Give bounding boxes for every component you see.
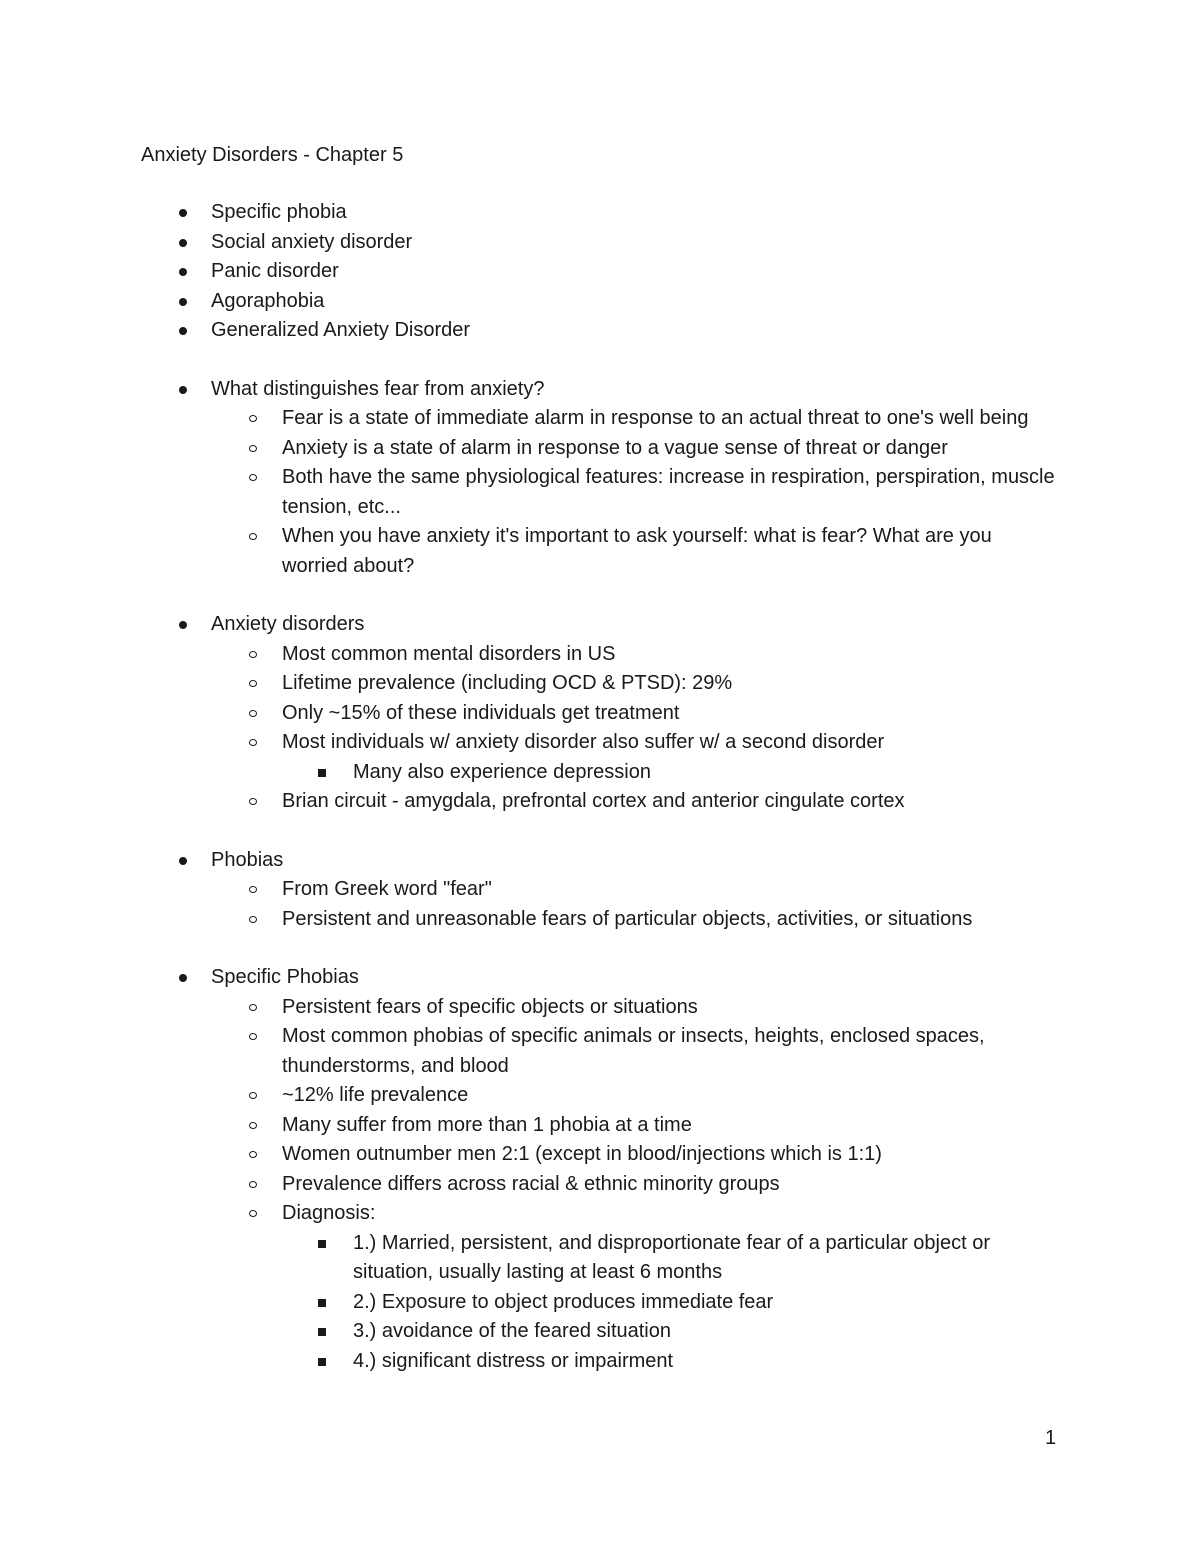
square-bullet-icon bbox=[318, 1299, 326, 1307]
list-item-text: Persistent fears of specific objects or situations bbox=[282, 995, 698, 1018]
list-item-text: Social anxiety disorder bbox=[211, 230, 413, 253]
list-item-level-1 bbox=[0, 963, 1061, 993]
list-item-level-2 bbox=[0, 463, 1062, 522]
list-item-text: Lifetime prevalence (including OCD & PTSD): 29% bbox=[282, 672, 733, 694]
list-item-text: Anxiety disorders bbox=[211, 613, 365, 635]
document-title: Anxiety Disorders - Chapter 5 bbox=[141, 144, 404, 166]
list-item-text: Agoraphobia bbox=[211, 289, 325, 312]
list-item-level-2 bbox=[0, 1140, 1062, 1170]
square-bullet-icon bbox=[318, 1358, 326, 1366]
list-item-level-1 bbox=[0, 316, 1061, 346]
list-item-level-1 bbox=[0, 610, 1061, 640]
list-item-level-3 bbox=[0, 1229, 1063, 1288]
hollow-bullet-icon bbox=[249, 651, 257, 658]
filled-bullet-icon bbox=[179, 621, 187, 629]
list-item-level-1 bbox=[0, 257, 1061, 287]
list-item-level-2 bbox=[0, 993, 1062, 1023]
filled-bullet-icon bbox=[179, 209, 187, 217]
filled-bullet-icon bbox=[179, 386, 187, 394]
list-item-level-2 bbox=[0, 1081, 1062, 1111]
list-item-level-1 bbox=[0, 287, 1061, 317]
list-item-text: Specific phobia bbox=[211, 201, 347, 223]
list-item-text: Specific Phobias bbox=[211, 966, 359, 988]
list-item-level-3 bbox=[0, 1288, 1063, 1318]
list-item-level-2 bbox=[0, 404, 1062, 434]
list-item-text: Only ~15% of these individuals get treatment bbox=[282, 701, 680, 724]
list-item-level-2 bbox=[0, 699, 1062, 729]
filled-bullet-icon bbox=[179, 268, 187, 276]
list-item-level-2 bbox=[0, 905, 1062, 935]
list-item-text: Most common phobias of specific animals or insects, heights, enclosed spaces, thunderstorms, and blood bbox=[282, 1025, 985, 1077]
list-item-text: Diagnosis: bbox=[282, 1202, 376, 1224]
hollow-bullet-icon bbox=[249, 474, 257, 481]
list-item-text: 4.) significant distress or impairment bbox=[353, 1349, 674, 1372]
list-item-text: From Greek word "fear" bbox=[282, 878, 492, 900]
list-item-text: Most individuals w/ anxiety disorder also suffer w/ a second disorder bbox=[282, 731, 885, 753]
list-item-level-2 bbox=[0, 522, 1062, 581]
page-number: 1 bbox=[1045, 1427, 1057, 1449]
list-item-level-3 bbox=[0, 1347, 1063, 1377]
list-item-text: Anxiety is a state of alarm in response to a vague sense of threat or danger bbox=[282, 436, 948, 459]
list-item-text: Many suffer from more than 1 phobia at a time bbox=[282, 1113, 692, 1136]
hollow-bullet-icon bbox=[249, 1092, 257, 1099]
filled-bullet-icon bbox=[179, 298, 187, 306]
list-item-text: ~12% life prevalence bbox=[282, 1084, 469, 1106]
list-item-level-2 bbox=[0, 669, 1062, 699]
hollow-bullet-icon bbox=[249, 1181, 257, 1188]
hollow-bullet-icon bbox=[249, 710, 257, 717]
section-spacer bbox=[0, 581, 1200, 610]
list-item-level-2 bbox=[0, 640, 1062, 670]
hollow-bullet-icon bbox=[249, 445, 257, 452]
hollow-bullet-icon bbox=[249, 1033, 257, 1040]
hollow-bullet-icon bbox=[249, 1122, 257, 1129]
list-item-level-2 bbox=[0, 875, 1062, 905]
filled-bullet-icon bbox=[179, 857, 187, 865]
section-spacer bbox=[0, 346, 1200, 375]
section-spacer bbox=[0, 934, 1200, 963]
list-item-text: Brian circuit - amygdala, prefrontal cortex and anterior cingulate cortex bbox=[282, 790, 905, 812]
section-spacer bbox=[0, 817, 1200, 846]
list-item-level-2 bbox=[0, 1199, 1062, 1229]
list-item-text: When you have anxiety it's important to ask yourself: what is fear? What are you worried about? bbox=[282, 525, 992, 577]
square-bullet-icon bbox=[318, 769, 326, 777]
list-item-level-2 bbox=[0, 787, 1062, 817]
list-item-text: Phobias bbox=[211, 848, 284, 871]
list-item-level-3 bbox=[0, 1317, 1063, 1347]
list-item-level-2 bbox=[0, 1022, 1062, 1081]
hollow-bullet-icon bbox=[249, 1004, 257, 1011]
list-item-level-1 bbox=[0, 375, 1061, 405]
list-item-level-3 bbox=[0, 758, 1063, 788]
list-item-level-2 bbox=[0, 728, 1062, 758]
list-item-level-1 bbox=[0, 228, 1061, 258]
list-item-text: Both have the same physiological features: increase in respiration, perspiration, muscle tension, etc... bbox=[282, 466, 1055, 518]
list-item-level-2 bbox=[0, 1170, 1062, 1200]
filled-bullet-icon bbox=[179, 974, 187, 982]
square-bullet-icon bbox=[318, 1240, 326, 1248]
hollow-bullet-icon bbox=[249, 739, 257, 746]
list-item-text: Fear is a state of immediate alarm in response to an actual threat to one's well being bbox=[282, 407, 1029, 429]
list-item-text: Generalized Anxiety Disorder bbox=[211, 319, 471, 341]
filled-bullet-icon bbox=[179, 327, 187, 335]
filled-bullet-icon bbox=[179, 239, 187, 247]
hollow-bullet-icon bbox=[249, 1151, 257, 1158]
list-item-text: What distinguishes fear from anxiety? bbox=[211, 377, 545, 400]
list-item-text: 2.) Exposure to object produces immediate fear bbox=[353, 1290, 774, 1313]
list-item-text: Most common mental disorders in US bbox=[282, 642, 616, 665]
hollow-bullet-icon bbox=[249, 916, 257, 923]
list-item-text: Many also experience depression bbox=[353, 760, 651, 783]
hollow-bullet-icon bbox=[249, 415, 257, 422]
hollow-bullet-icon bbox=[249, 1210, 257, 1217]
list-item-level-1 bbox=[0, 198, 1061, 228]
hollow-bullet-icon bbox=[249, 798, 257, 805]
list-item-level-1 bbox=[0, 846, 1061, 876]
list-item-text: Women outnumber men 2:1 (except in blood/injections which is 1:1) bbox=[282, 1143, 882, 1165]
list-item-text: Persistent and unreasonable fears of particular objects, activities, or situations bbox=[282, 907, 973, 930]
list-item-level-2 bbox=[0, 434, 1062, 464]
list-item-text: Panic disorder bbox=[211, 260, 339, 282]
square-bullet-icon bbox=[318, 1328, 326, 1336]
list-item-text: 3.) avoidance of the feared situation bbox=[353, 1320, 671, 1342]
hollow-bullet-icon bbox=[249, 886, 257, 893]
hollow-bullet-icon bbox=[249, 533, 257, 540]
notes-outline bbox=[0, 198, 1200, 1376]
list-item-text: 1.) Married, persistent, and disproportionate fear of a particular object or situation, usually lasting at least 6 months bbox=[353, 1231, 990, 1283]
list-item-text: Prevalence differs across racial & ethnic minority groups bbox=[282, 1172, 780, 1195]
hollow-bullet-icon bbox=[249, 680, 257, 687]
list-item-level-2 bbox=[0, 1111, 1062, 1141]
